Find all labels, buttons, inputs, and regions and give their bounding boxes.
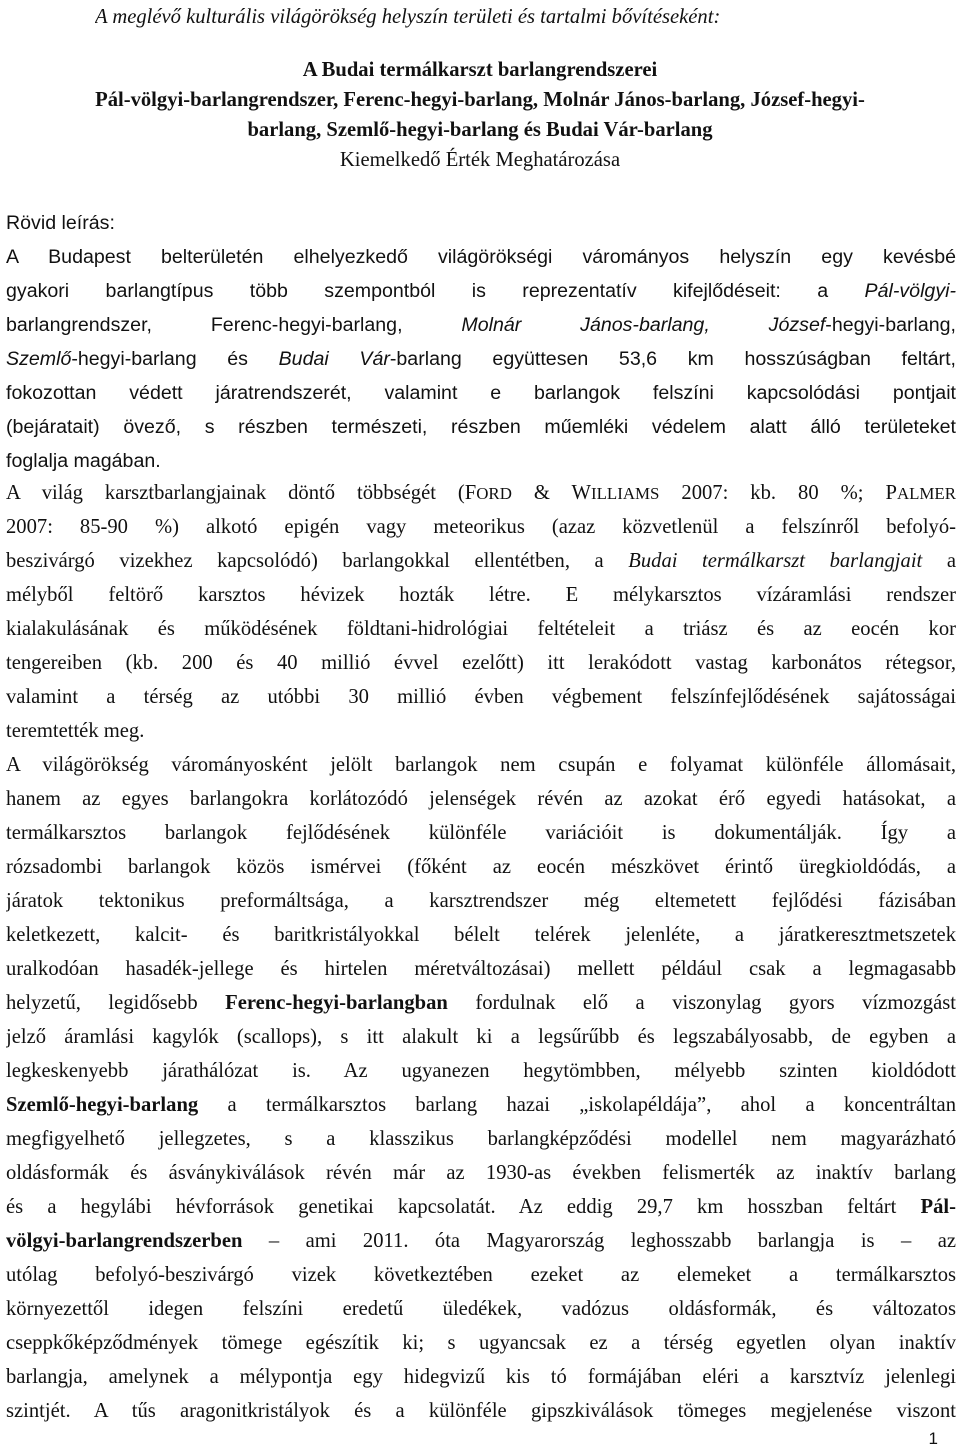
smallcaps-run: ORD: [476, 484, 512, 503]
body-line: rózsadombi barlangok közös ismérvei (főként az eocén mészkövet érintő üregkioldódás, a: [6, 856, 956, 878]
title-line-3: barlang, Szemlő-hegyi-barlang és Budai Vár-barlang: [247, 119, 713, 141]
text-run: helyzetű, legidősebb: [6, 992, 198, 1014]
text-run: A világ karsztbarlangjainak döntő többségét (F: [6, 482, 477, 504]
body-line: utólag befolyó-beszivárgó vizek következtében ezeket az elemeket a termálkarsztos: [6, 1264, 956, 1286]
text-run: 2007: kb. 80 %; P: [659, 482, 897, 504]
body-line: (bejáratait) övező, s részben természeti, részben műemléki védelem alatt álló területeket: [6, 416, 956, 438]
body-line: oldásformák és ásványkiválások révén már az 1930-as években felismerték az inaktív barlang: [6, 1162, 956, 1184]
body-line: [6, 544, 956, 578]
body-line: A Budapest belterületén elhelyezkedő világörökségi várományos helyszín egy kevésbé: [6, 246, 956, 268]
body-line: [6, 1088, 956, 1122]
body-line: kialakulásának és működésének földtani-hidrológiai feltételeit a triász és az eocén kor: [6, 618, 956, 640]
text-run: -barlang együttesen 53,6 km hosszúságban feltárt,: [389, 348, 956, 370]
body-line: [6, 342, 956, 376]
subtitle: Kiemelkedő Érték Meghatározása: [339, 149, 621, 171]
text-run: és a hegylábi hévforrások genetikai kapcsolatát. Az eddig 29,7 km hosszban feltárt: [6, 1196, 897, 1218]
body-line: valamint a térség az utóbbi 30 millió évben végbement felszínfejlődésének sajátosságai: [6, 686, 956, 708]
title-line-2: Pál-völgyi-barlangrendszer, Ferenc-hegyi-barlang, Molnár János-barlang, József-hegyi-: [95, 89, 865, 111]
body-line: szintjét. A tűs aragonitkristályok és a különféle gipszkiválások tömeges megjelenése viszont: [6, 1400, 956, 1422]
body-line: fokozottan védett járatrendszerét, valamint e barlangok felszíni kapcsolódási pontjait: [6, 382, 956, 404]
text-run: a: [946, 550, 956, 572]
text-run: fordulnak elő a viszonylag gyors vízmozgást: [475, 992, 956, 1014]
italic-run: Molnár János-barlang,: [461, 314, 710, 336]
body-line: keletkezett, kalcit- és baritkristályokkal bélelt telérek jelenléte, a járatkeresztmetszetek: [6, 924, 956, 946]
body-line: cseppkőképződmények tömege egészítik ki; s ugyancsak ez a térség egyetlen olyan inaktív: [6, 1332, 956, 1354]
italic-run: Szemlő: [6, 348, 72, 370]
italic-run: József: [768, 314, 826, 336]
body-line: [6, 1190, 956, 1224]
text-run: a termálkarsztos barlang hazai „iskolapéldája”, ahol a koncentráltan: [227, 1094, 956, 1116]
text-run: -hegyi-barlang,: [825, 314, 956, 336]
body-line: [6, 1224, 956, 1258]
body-line: legkeskenyebb járathálózat is. Az ugyanezen hegytömbben, mélyebb szinten kioldódott: [6, 1060, 956, 1082]
body-line: uralkodóan hasadék-jellege és hirtelen méretváltozásai) mellett például csak a legmagasabb: [6, 958, 956, 980]
body-line: járatok tektonikus preformáltsága, a karsztrendszer még eltemetett fejlődési fázisában: [6, 890, 956, 912]
text-run: & W: [511, 482, 591, 504]
intro-line: A meglévő kulturális világörökség helyszín területi és tartalmi bővítéseként:: [95, 6, 721, 28]
body-line: barlangja, amelynek a mélypontja egy hidegvizű kis tó formájában eléri a karsztvíz jelenlegi: [6, 1366, 956, 1388]
smallcaps-run: ILLIAMS: [590, 484, 660, 503]
body-line: A világörökség várományosként jelölt barlangok nem csupán e folyamat különféle állomásait,: [6, 754, 956, 776]
body-line: termálkarsztos barlangok fejlődésének különféle variációit is dokumentálják. Így a: [6, 822, 956, 844]
body-line: 2007: 85-90 %) alkotó epigén vagy meteorikus (azaz közvetlenül a felszínről befolyó-: [6, 516, 956, 538]
body-line: [6, 986, 956, 1020]
body-line: tengereiben (kb. 200 és 40 millió évvel ezelőtt) itt lerakódott vastag karbonátos rétegsor,: [6, 652, 956, 674]
bold-run: Ferenc-hegyi-barlangban: [225, 992, 448, 1014]
title-line-1: A Budai termálkarszt barlangrendszerei: [302, 59, 658, 81]
bold-run: Pál-: [920, 1196, 956, 1218]
italic-run: Budai termálkarszt barlangjait: [628, 550, 923, 572]
section-label: Rövid leírás:: [6, 212, 115, 234]
body-line: környezettől idegen felszíni eredetű üledékek, vadózus oldásformák, és változatos: [6, 1298, 956, 1320]
body-line: megfigyelhető jellegzetes, s a klasszikus barlangképződési modellel nem magyarázható: [6, 1128, 956, 1150]
bold-run: Szemlő-hegyi-barlang: [6, 1094, 199, 1116]
italic-run: Pál-völgyi-: [864, 280, 956, 302]
body-line: mélyből feltörő karsztos hévizek hozták létre. E mélykarsztos vízáramlási rendszer: [6, 584, 956, 606]
bold-run: völgyi-barlangrendszerben: [6, 1230, 243, 1252]
italic-run: Budai Vár: [278, 348, 390, 370]
body-line: [6, 308, 956, 342]
text-run: gyakori barlangtípus több szempontból is reprezentatív kifejlődéseit: a: [6, 280, 829, 302]
text-run: – ami 2011. óta Magyarország leghosszabb barlangja is – az: [268, 1230, 956, 1252]
body-line: foglalja magában.: [6, 450, 161, 472]
text-run: -hegyi-barlang és: [71, 348, 248, 370]
body-line: hanem az egyes barlangokra korlátozódó jelenségek révén az azokat érő egyedi hatásokat, a: [6, 788, 956, 810]
text-run: beszivárgó vizekhez kapcsolódó) barlangokkal ellentétben, a: [6, 550, 604, 572]
body-line: [6, 476, 956, 510]
body-line: [6, 274, 956, 308]
page-number: 1: [928, 1429, 938, 1448]
text-run: barlangrendszer, Ferenc-hegyi-barlang,: [6, 314, 403, 336]
body-line: teremtették meg.: [6, 720, 145, 742]
smallcaps-run: ALMER: [896, 484, 956, 503]
body-line: jelző áramlási kagylók (scallops), s itt alakult ki a legsűrűbb és legszabályosabb, de egyben a: [6, 1026, 956, 1048]
